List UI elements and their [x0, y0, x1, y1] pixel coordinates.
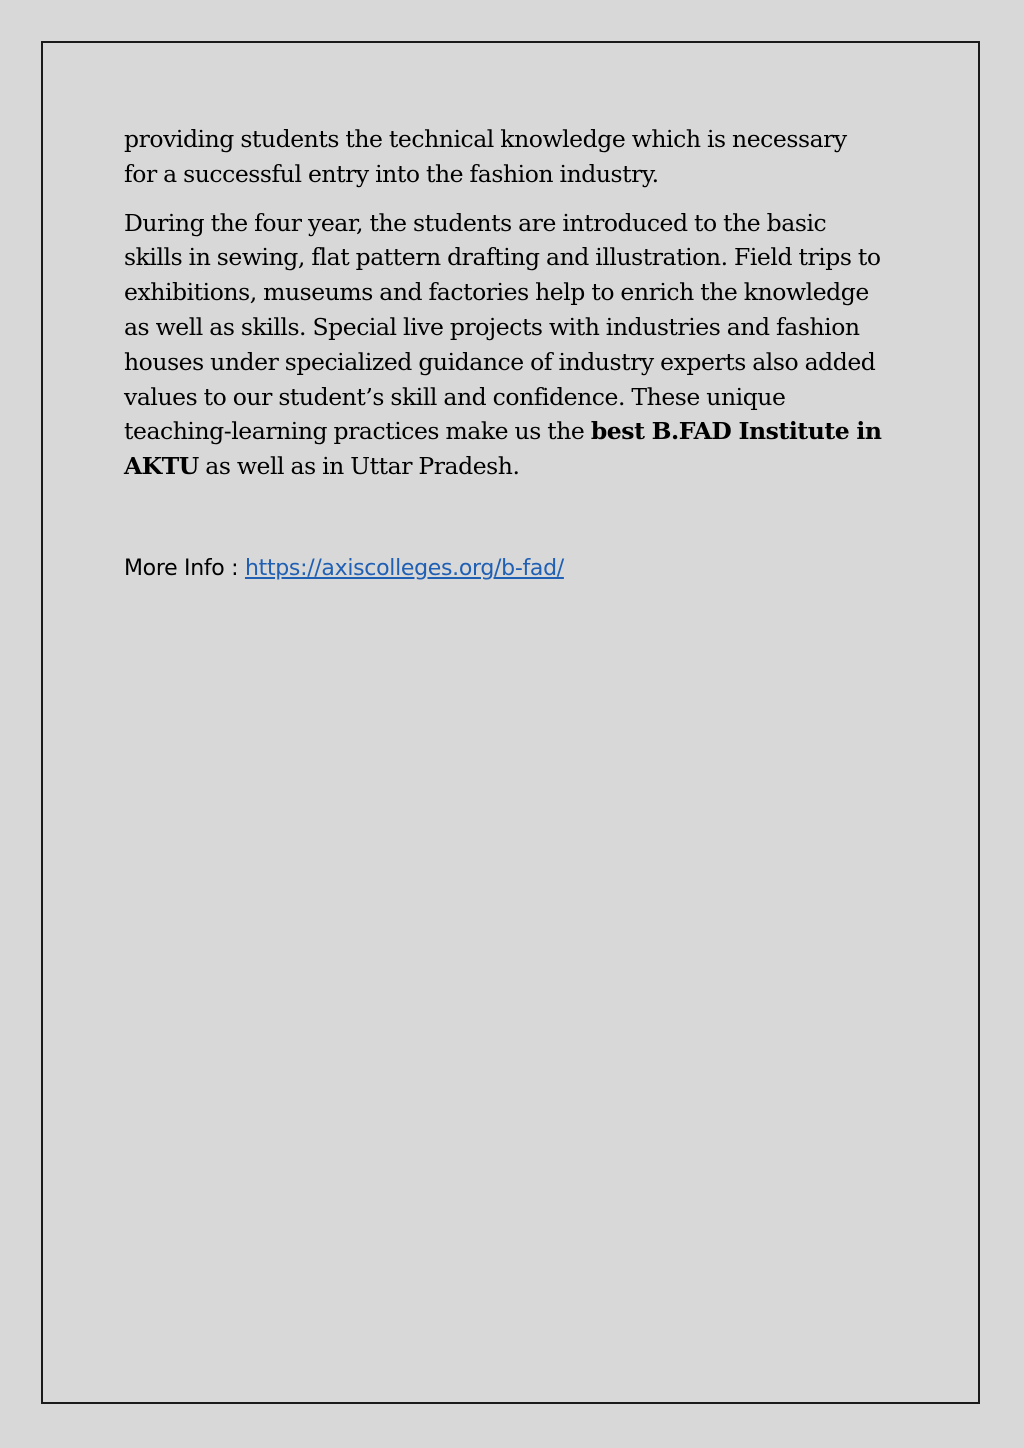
text-line: for a successful entry into the fashion industry.	[124, 159, 659, 188]
text-line: values to our student’s skill and confidence. These unique	[124, 382, 786, 411]
more-info-label: More Info :	[124, 555, 245, 581]
text-line: skills in sewing, flat pattern drafting and illustration. Field trips to	[124, 243, 881, 272]
paragraph-intro	[124, 122, 904, 192]
text-line: as well as skills. Special live projects with industries and fashion	[124, 312, 860, 341]
more-info-link[interactable]: https://axiscolleges.org/b-fad/	[244, 555, 564, 581]
more-info-line	[124, 554, 904, 584]
text-line: houses under specialized guidance of industry experts also added	[124, 347, 876, 376]
text-line: During the four year, the students are introduced to the basic	[124, 208, 827, 237]
paragraph-program-details	[124, 206, 904, 484]
text-line	[124, 414, 904, 449]
bold-highlight: best B.FAD Institute in	[590, 417, 882, 446]
text-line: exhibitions, museums and factories help to enrich the knowledge	[124, 278, 869, 307]
text-line: providing students the technical knowledge which is necessary	[124, 125, 847, 153]
text-line	[124, 449, 904, 484]
bold-highlight: AKTU	[124, 452, 199, 481]
text-run: as well as in Uttar Pradesh.	[198, 452, 520, 481]
text-run: teaching-learning practices make us the	[124, 417, 591, 446]
document-body	[124, 122, 904, 584]
